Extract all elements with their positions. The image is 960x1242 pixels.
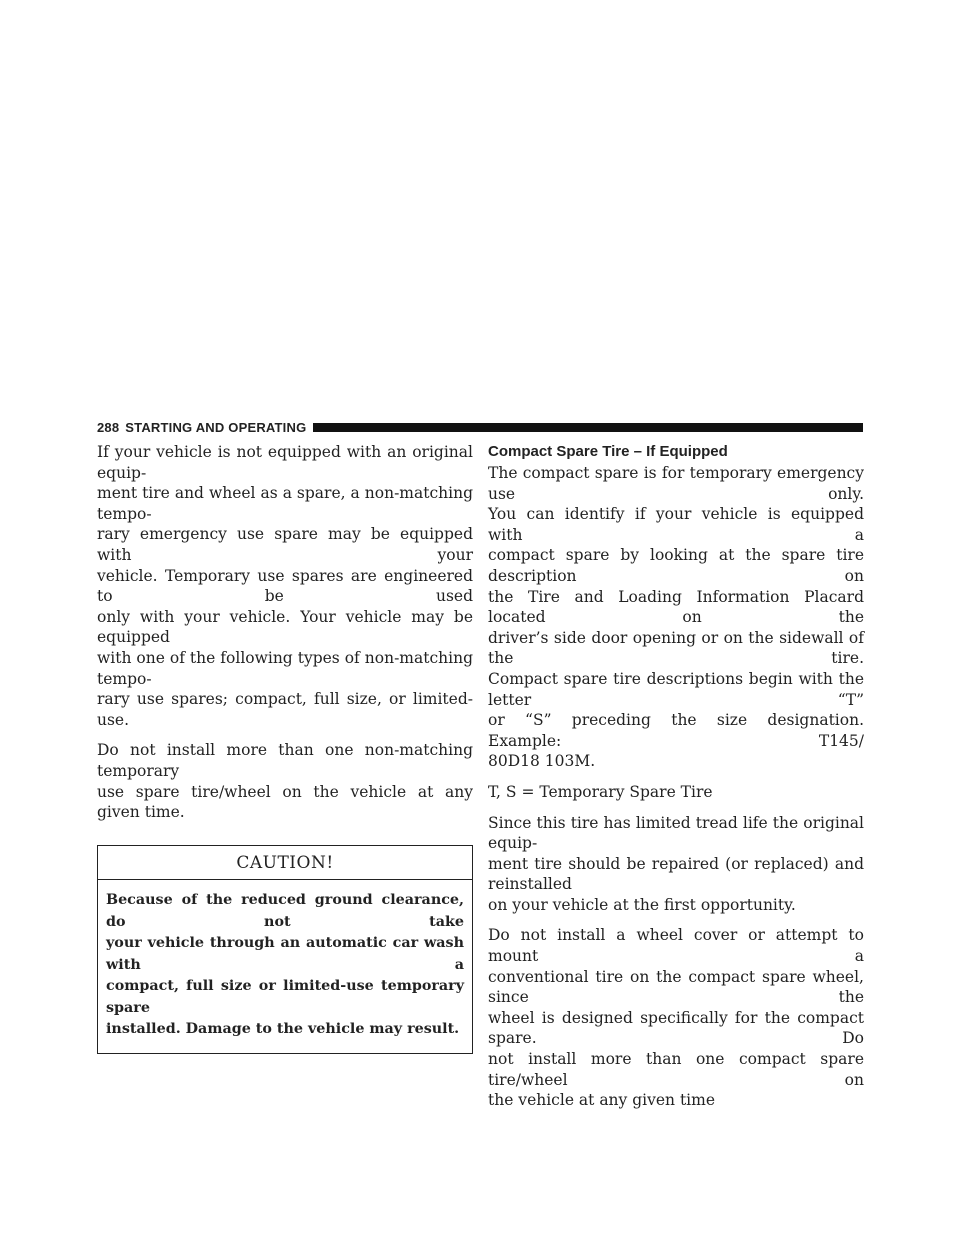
text-line: use spare tire/wheel on the vehicle at any given time. xyxy=(97,782,473,822)
text-line: on your vehicle at the first opportunity. xyxy=(488,895,796,914)
paragraph-one-spare xyxy=(97,740,473,822)
page-number: 288 xyxy=(97,419,120,435)
section-title: STARTING AND OPERATING xyxy=(125,419,307,435)
text-line: wheel is designed specifically for the compact spare. Do xyxy=(488,1008,864,1048)
caution-box xyxy=(97,845,473,1054)
text-line: rary emergency use spare may be equipped with your xyxy=(97,525,473,564)
text-line: your vehicle through an automatic car wash with a xyxy=(106,935,464,973)
text-line: conventional tire on the compact spare wheel, since the xyxy=(488,967,864,1007)
text-line: Since this tire has limited tread life the original equip- xyxy=(488,813,864,853)
text-line: 80D18 103M. xyxy=(488,752,596,771)
text-line: Because of the reduced ground clearance, do not take xyxy=(106,892,464,930)
text-line: compact, full size or limited-use temporary spare xyxy=(106,978,464,1016)
page-header xyxy=(97,418,863,436)
paragraph-spare-types xyxy=(97,442,473,730)
text-line: the Tire and Loading Information Placard located on the xyxy=(488,587,864,627)
header-rule xyxy=(313,423,863,432)
paragraph-definition: T, S = Temporary Spare Tire xyxy=(488,782,713,801)
text-line: vehicle. Temporary use spares are engineered to be used xyxy=(97,566,473,606)
text-line: rary use spares; compact, full size, or limited-use. xyxy=(97,690,473,729)
text-line: with one of the following types of non-matching tempo- xyxy=(97,648,473,688)
text-line: compact spare by looking at the spare tire description on xyxy=(488,546,864,585)
text-line: or “S” preceding the size designation. Example: T145/ xyxy=(488,711,864,750)
text-line: not install more than one compact spare tire/wheel on xyxy=(488,1050,864,1089)
text-line: only with your vehicle. Your vehicle may be equipped xyxy=(97,607,473,647)
left-column xyxy=(97,442,473,1054)
text-line: Do not install more than one non-matching temporary xyxy=(97,741,473,780)
text-line: You can identify if your vehicle is equipped with a xyxy=(488,505,864,544)
text-line: ment tire should be repaired (or replaced) and reinstalled xyxy=(488,854,864,894)
text-line: the vehicle at any given time xyxy=(488,1091,715,1110)
text-line: driver’s side door opening or on the sidewall of the tire. xyxy=(488,628,864,668)
text-line: The compact spare is for temporary emergency use only. xyxy=(488,464,864,503)
paragraph-tread-life xyxy=(488,813,864,916)
text-line: Do not install a wheel cover or attempt to mount a xyxy=(488,926,864,966)
caution-title: CAUTION! xyxy=(98,846,472,881)
section-heading: Compact Spare Tire – If Equipped xyxy=(488,443,728,460)
right-column xyxy=(488,442,864,1121)
caution-text xyxy=(98,880,472,1053)
text-line: ment tire and wheel as a spare, a non-matching tempo- xyxy=(97,484,473,523)
paragraph-wheel-cover xyxy=(488,925,864,1110)
text-line: Compact spare tire descriptions begin with the letter “T” xyxy=(488,669,864,709)
text-line: If your vehicle is not equipped with an original equip- xyxy=(97,443,473,482)
paragraph-compact-spare xyxy=(488,463,864,772)
text-line: installed. Damage to the vehicle may result. xyxy=(106,1021,460,1038)
